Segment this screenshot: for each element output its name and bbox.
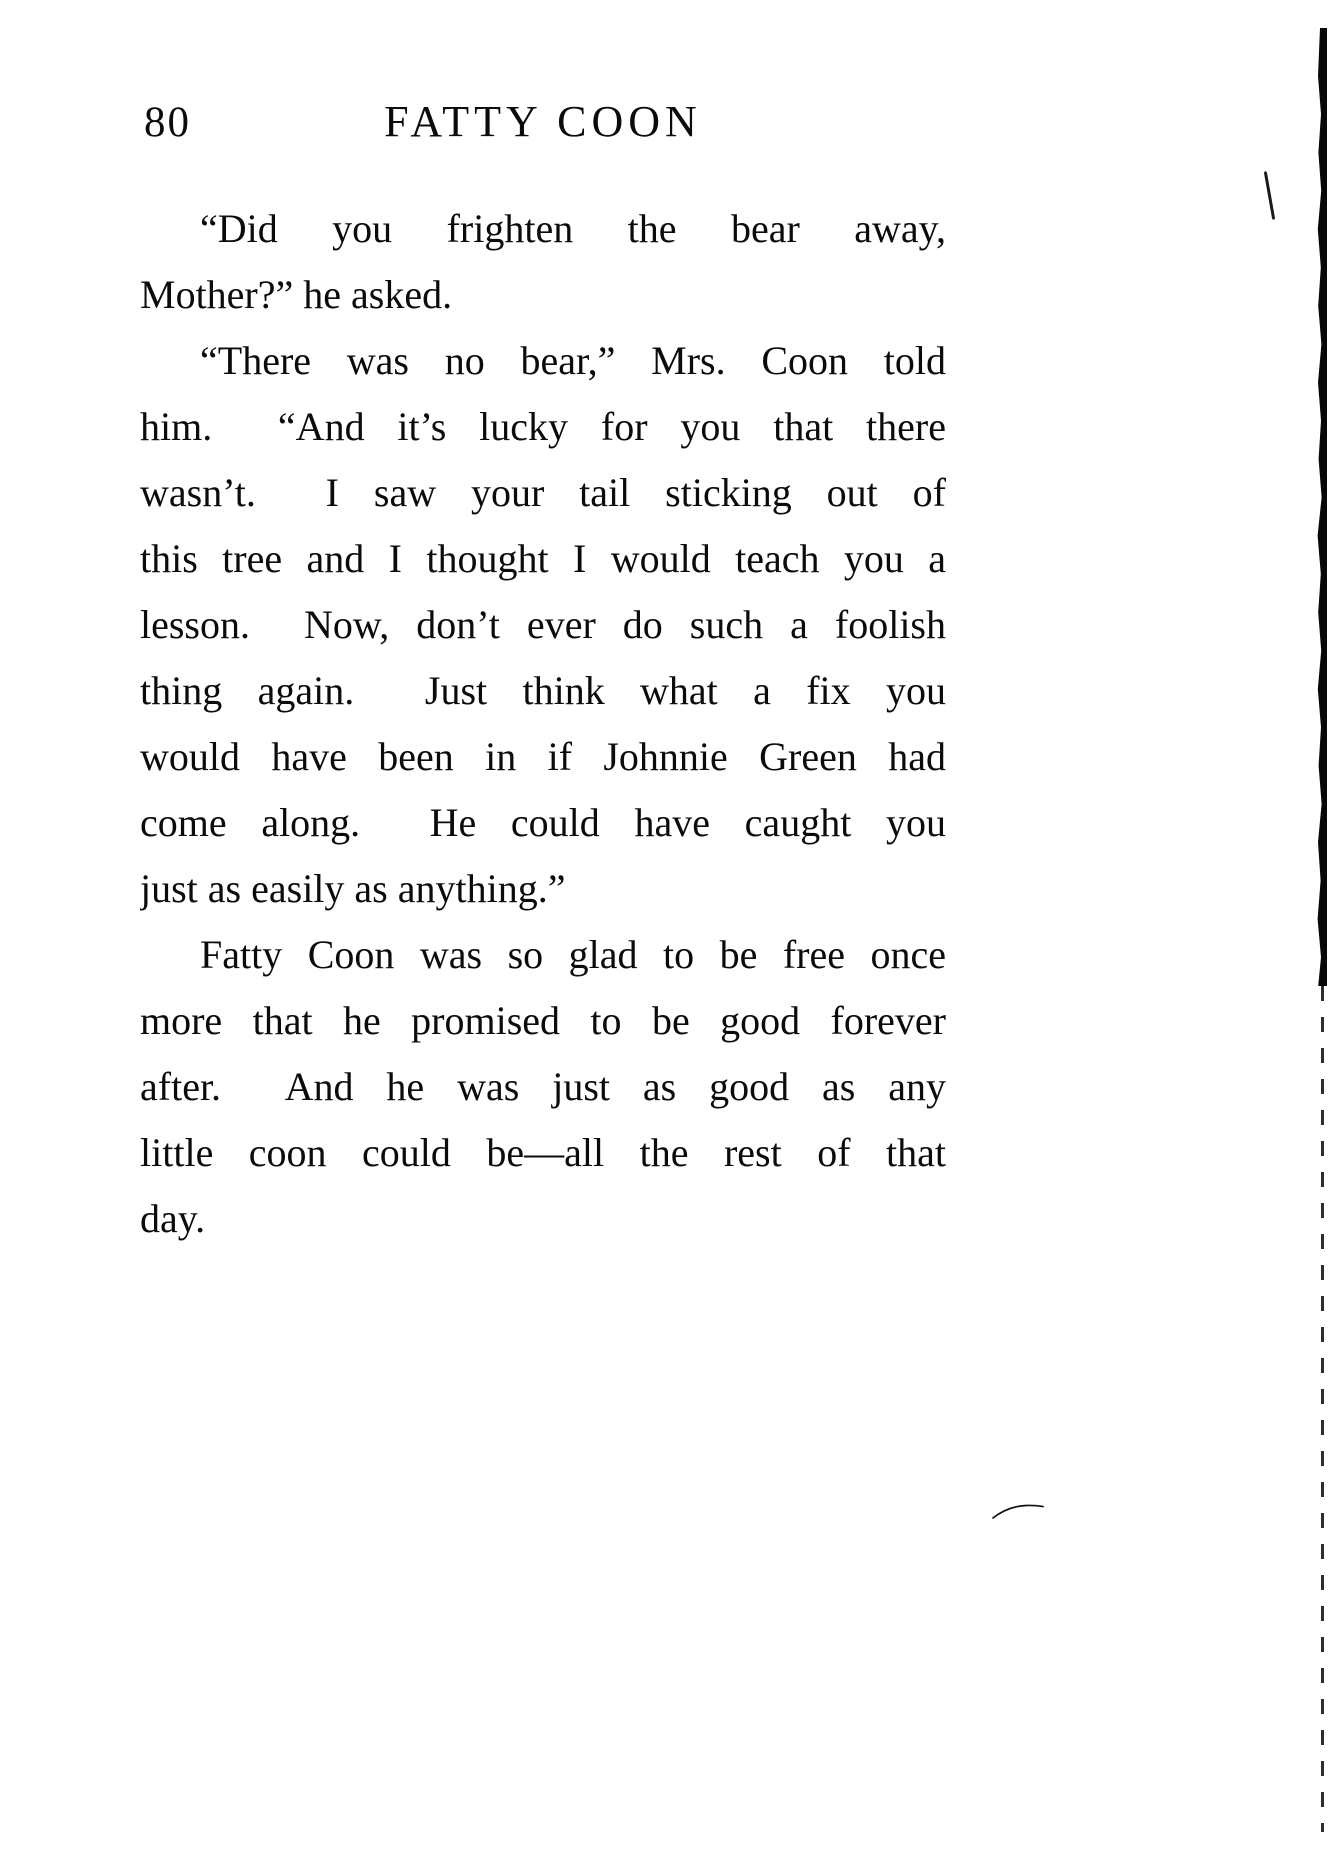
text-line: lesson. Now, don’t ever do such a foolish bbox=[140, 602, 946, 647]
text-line: just as easily as anything.” bbox=[140, 866, 566, 911]
scan-edge-dashed-line bbox=[1321, 986, 1324, 1832]
text-line: “Did you frighten the bear away, bbox=[200, 206, 946, 251]
text-line: would have been in if Johnnie Green had bbox=[140, 734, 946, 779]
text-line: Fatty Coon was so glad to be free once bbox=[200, 932, 946, 977]
stray-pen-curve bbox=[991, 1501, 1045, 1523]
text-line: come along. He could have caught you bbox=[140, 800, 946, 845]
text-line: thing again. Just think what a fix you bbox=[140, 668, 946, 713]
stray-pen-stroke bbox=[1264, 171, 1275, 220]
page-number: 80 bbox=[144, 99, 191, 146]
text-line: “There was no bear,” Mrs. Coon told bbox=[200, 338, 946, 383]
text-line: after. And he was just as good as any bbox=[140, 1064, 946, 1109]
text-line: wasn’t. I saw your tail sticking out of bbox=[140, 470, 946, 515]
book-binding-edge-bar bbox=[1317, 28, 1327, 986]
text-line: Mother?” he asked. bbox=[140, 272, 453, 317]
stray-pen-curve-path bbox=[993, 1505, 1043, 1518]
text-line: this tree and I thought I would teach you a bbox=[140, 536, 946, 581]
text-line: little coon could be—all the rest of that bbox=[140, 1130, 946, 1175]
page-header bbox=[140, 96, 946, 156]
text-line: day. bbox=[140, 1196, 206, 1241]
text-line: him. “And it’s lucky for you that there bbox=[140, 404, 946, 449]
text-line: more that he promised to be good forever bbox=[140, 998, 946, 1043]
text-block bbox=[140, 196, 946, 1252]
page-title: FATTY COON bbox=[384, 97, 702, 146]
